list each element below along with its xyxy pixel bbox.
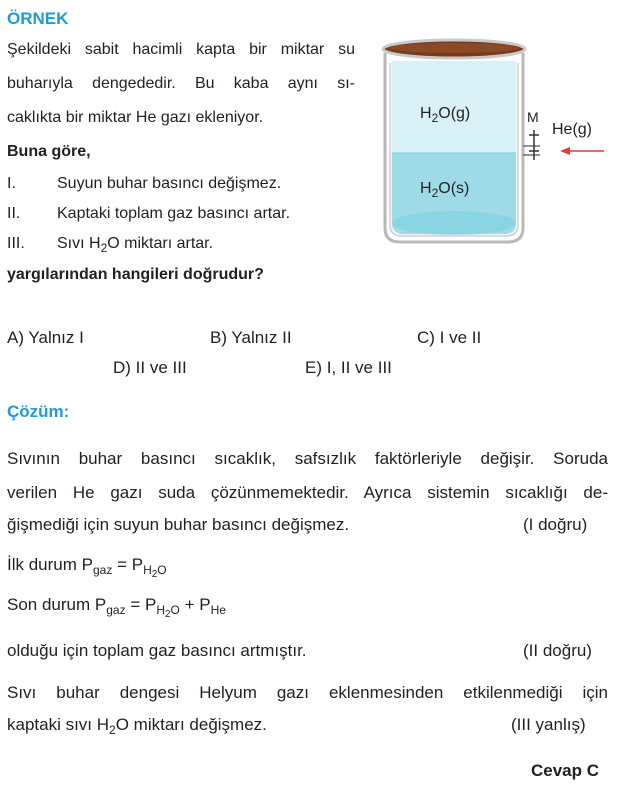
question-line-2: buharıyla dengededir. Bu kaba aynı sı- [7, 75, 355, 92]
valve-label: M [527, 109, 539, 125]
equation-final: Son durum $P_{gaz} = P_{H_2O} + P_{He}$ [7, 595, 226, 620]
liquid-label: $H_2O(s)$ [420, 180, 470, 200]
option-e: E) I, II ve III [305, 358, 392, 377]
solution-line-4: olduğu için toplam gaz basıncı artmıştır. [7, 641, 307, 660]
solution-heading: Çözüm: [7, 402, 70, 421]
solution-line-6: kaptaki sıvı $H_2O$ miktarı değişmez. [7, 715, 267, 737]
option-a: A) Yalnız I [7, 328, 84, 347]
container-figure [370, 35, 620, 260]
option-d: D) II ve III [113, 358, 187, 377]
option-b: B) Yalnız II [210, 328, 292, 347]
statement-number: I. [7, 175, 16, 192]
equation-initial: İlk durum $P_{gaz} = P_{H_2O}$ [7, 555, 167, 580]
question-closing: yargılarından hangileri doğrudur? [7, 266, 264, 283]
statement-item [7, 235, 213, 253]
statement-item [7, 175, 281, 193]
statement-text: Sıvı $H_2O$ miktarı artar. [57, 235, 214, 255]
question-line-3: caklıkta bir miktar He gazı ekleniyor. [7, 109, 264, 126]
gas-label: $H_2O(g)$ [420, 105, 471, 125]
answer-label: Cevap C [531, 761, 600, 780]
solution-line-3: ğişmediği için suyun buhar basıncı değişmez. [7, 515, 350, 534]
statement-number: III. [7, 235, 25, 252]
statement-number: II. [7, 205, 21, 222]
verdict-1: (I doğru) [523, 515, 588, 534]
verdict-3: (III yanlış) [511, 715, 586, 734]
solution-line-2: verilen He gazı suda çözünmemektedir. Ayrıca sistemin sıcaklığı de- [7, 483, 608, 502]
question-line-1: Şekildeki sabit hacimli kapta bir miktar su [7, 41, 355, 58]
solution-line-1: Sıvının buhar basıncı sıcaklık, safsızlık faktörleriyle değişir. Soruda [7, 449, 608, 468]
inlet-label: He(g) [552, 121, 593, 138]
option-c: C) I ve II [417, 328, 482, 347]
statement-item [7, 205, 290, 223]
example-heading: ÖRNEK [7, 9, 69, 28]
question-prompt: Buna göre, [7, 143, 91, 160]
verdict-2: (II doğru) [523, 641, 592, 660]
statement-text: Kaptaki toplam gaz basıncı artar. [57, 205, 291, 222]
statement-text: Suyun buhar basıncı değişmez. [57, 175, 282, 192]
solution-line-5: Sıvı buhar dengesi Helyum gazı eklenmesinden etkilenmediği için [7, 683, 608, 702]
